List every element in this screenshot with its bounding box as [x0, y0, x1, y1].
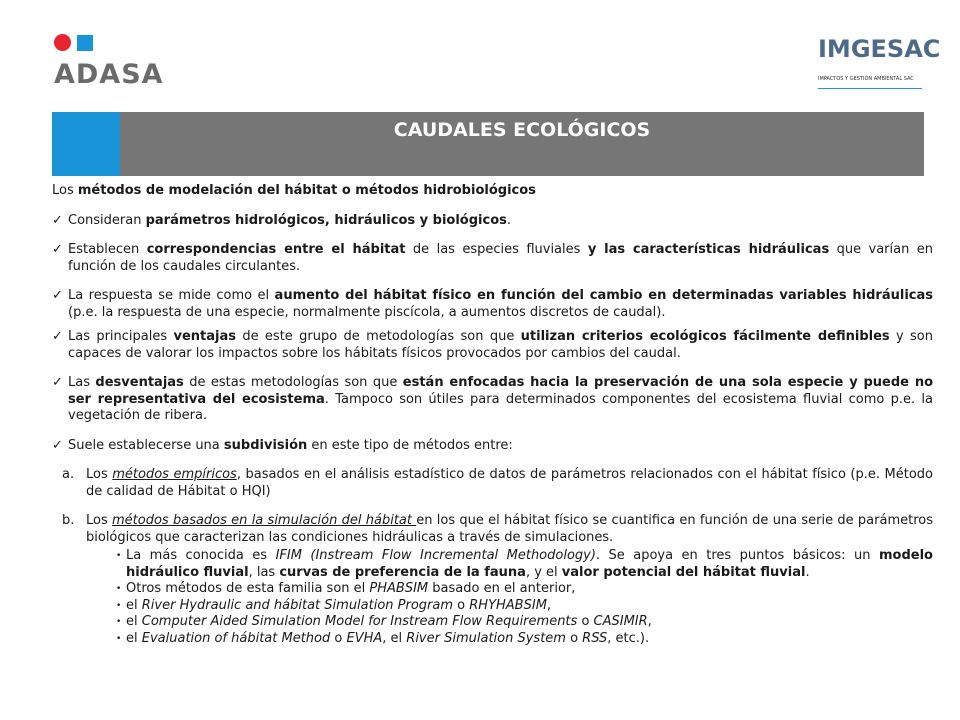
list-item-subdivision: ✓ Suele establecerse una subdivisión en este tipo de métodos entre: — [52, 437, 513, 453]
intro-text: Los — [52, 183, 78, 198]
checkmark-icon: ✓ — [52, 212, 63, 228]
sublist-label: a. — [62, 467, 75, 482]
slide-body — [52, 183, 933, 647]
list-item-ifim: • La más conocida es IFIM (Instream Flow Incremental Methodology). Se apoya en tres puntos básicos: un modelo hidráulico fluvial, las curvas de preferencia de la fauna, y el valor potencial del hábitat fluvial. — [116, 548, 933, 580]
imgesac-logo-underline — [818, 88, 922, 89]
list-item-phabsim: • Otros métodos de esta familia son el PHABSIM basado en el anterior, — [116, 581, 576, 596]
checkmark-icon: ✓ — [52, 329, 63, 344]
imgesac-logo-subtitle: IMPACTOS Y GESTIÓN AMBIENTAL SAC — [818, 76, 914, 82]
adasa-logo — [54, 34, 164, 89]
list-item-ventajas: ✓ Las principales ventajas de este grupo de metodologías son que utilizan criterios ecológicos fácilmente definibles y son capaces de valorar los impactos sobre los hábitats físicos provocados por cambios del caudal. — [52, 329, 933, 361]
checkmark-icon: ✓ — [52, 288, 63, 303]
list-item-rhyhabsim: • el River Hydraulic and hábitat Simulation Program o RHYHABSIM, — [116, 597, 552, 613]
list-item-respuesta: ✓ La respuesta se mide como el aumento del hábitat físico en función del cambio en determinadas variables hidráulicas (p.e. la respuesta de una especie, normalmente piscícola, a aumentos discretos de caudal). — [52, 288, 933, 320]
checkmark-icon: ✓ — [52, 437, 63, 453]
bullet-icon: • — [116, 600, 122, 611]
intro-bold: métodos de modelación del hábitat o métodos hidrobiológicos — [77, 183, 536, 198]
bullet-icon: • — [116, 633, 122, 644]
sublist-item-simulacion: b. Los métodos basados en la simulación del hábitat en los que el hábitat físico se cuantifica en función de una serie de parámetros biológicos que caracterizan las condiciones hidráulicas a través de simulaciones. — [62, 513, 933, 545]
title-banner — [52, 112, 924, 176]
bullet-icon: • — [116, 617, 122, 627]
adasa-logo-text: ADASA — [54, 59, 164, 90]
list-item-parametros: ✓ Consideran parámetros hidrológicos, hidráulicos y biológicos. — [52, 212, 512, 228]
slide-title: CAUDALES ECOLÓGICOS — [393, 119, 651, 141]
adasa-logo-mark — [54, 34, 164, 51]
intro-line — [52, 183, 933, 200]
blue-square-icon — [77, 35, 93, 51]
list-item-casimir: • el Computer Aided Simulation Model for Instream Flow Requirements o CASIMIR, — [116, 614, 652, 629]
imgesac-logo-text: IMGESAC — [818, 35, 941, 63]
checkmark-icon: ✓ — [52, 242, 63, 257]
sublist-label: b. — [62, 513, 75, 528]
bullet-icon: • — [116, 551, 122, 561]
imgesac-logo — [818, 35, 941, 89]
bullet-icon: • — [116, 584, 122, 594]
banner-gray-block — [120, 112, 924, 176]
banner-blue-block — [52, 112, 120, 176]
list-item-correspondencias: ✓ Establecen correspondencias entre el hábitat de las especies fluviales y las características hidráulicas que varían en función de los caudales circulantes. — [52, 242, 933, 274]
list-item-evha: • el Evaluation of hábitat Method o EVHA, el River Simulation System o RSS, etc.). — [116, 630, 650, 646]
list-item-desventajas: ✓ Las desventajas de estas metodologías son que están enfocadas hacia la preservación de una sola especie y puede no ser representativa del ecosistema. Tampoco son útiles para determinados componentes del ecosistema fluvial como p.e. la vegetación de ribera. — [52, 375, 934, 423]
checkmark-icon: ✓ — [52, 375, 63, 390]
red-circle-icon — [54, 34, 71, 51]
sublist-item-empiricos: a. Los métodos empíricos, basados en el análisis estadístico de datos de parámetros relacionados con el hábitat físico (p.e. Método de calidad de Hábitat o HQI) — [62, 467, 933, 499]
simulation-methods-list — [52, 548, 933, 647]
